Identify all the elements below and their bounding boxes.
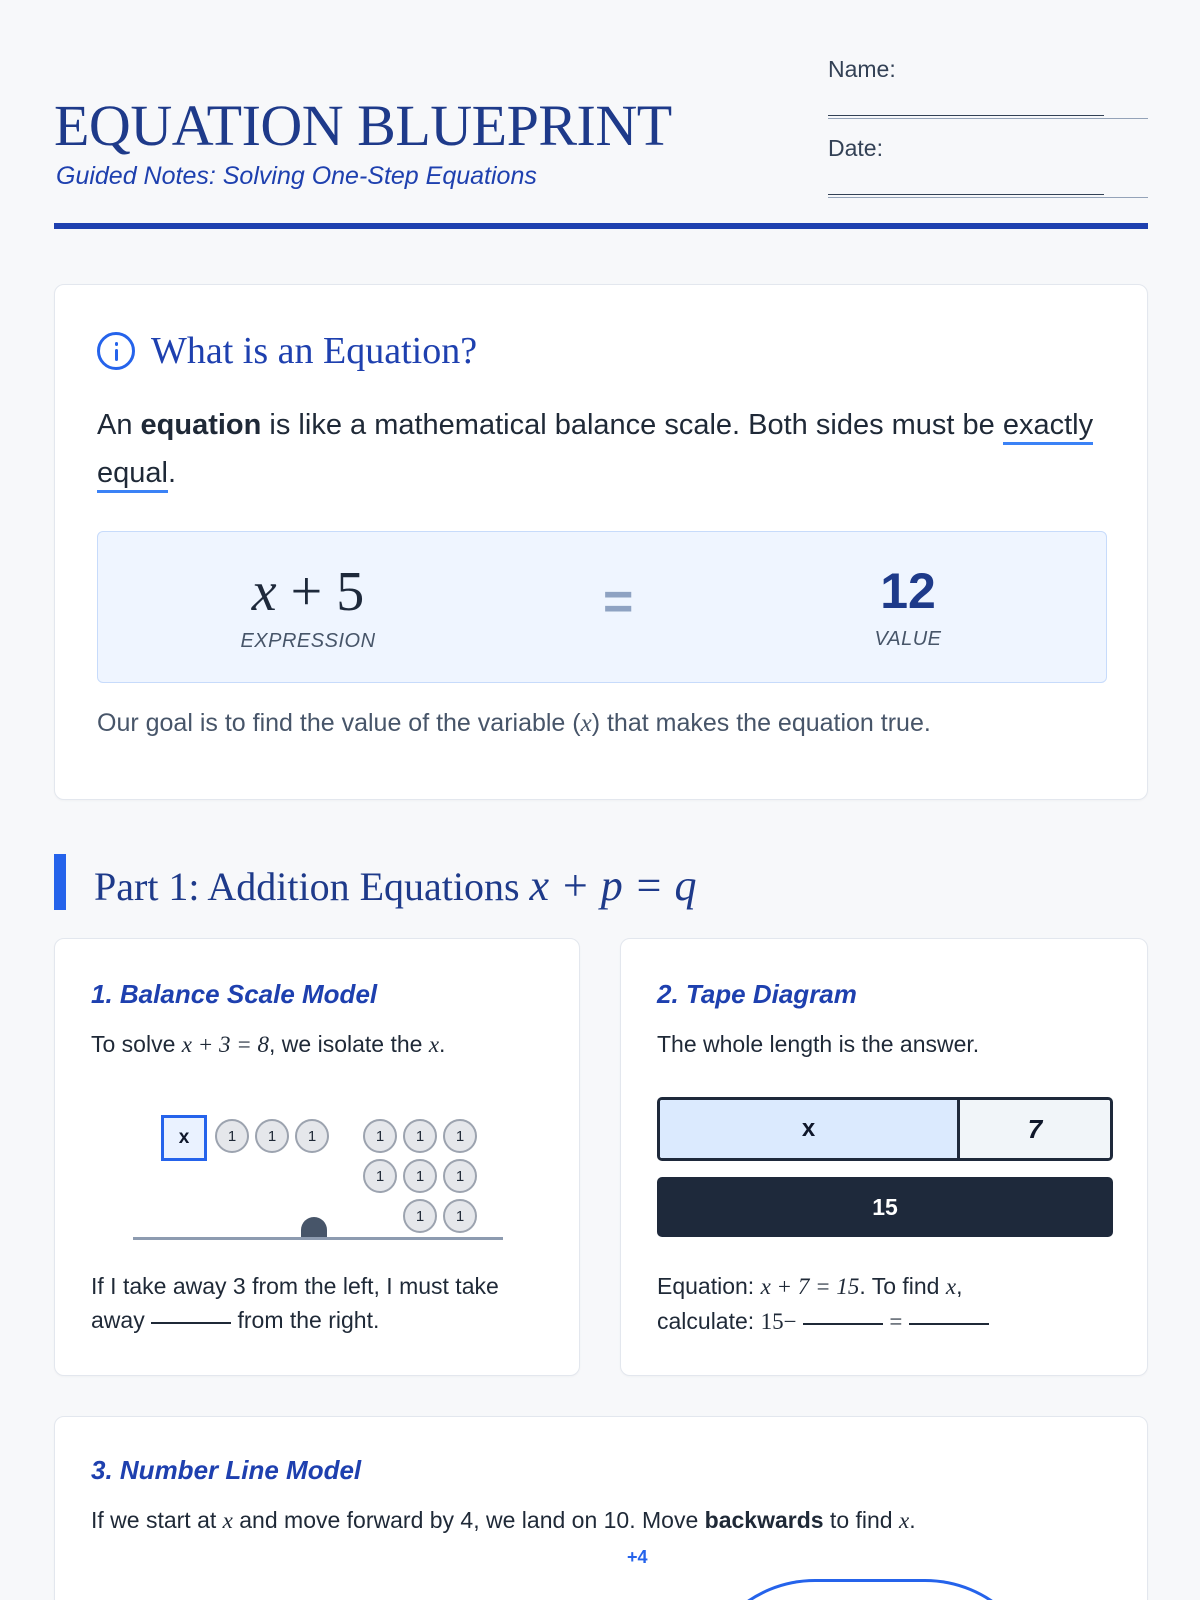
name-field[interactable] [828,93,1148,119]
numberline-text [91,1507,916,1534]
info-icon [97,332,135,370]
numberline-text-suffix: to find [823,1507,899,1533]
equation-value: 12 [880,563,936,619]
fulcrum [301,1217,327,1239]
intro-bold-term: equation [140,409,262,441]
part1-title-text: Part 1: Addition Equations [94,864,530,909]
intro-card [54,284,1148,800]
tape-foot-comma: , [956,1273,963,1299]
name-label: Name: [828,56,896,82]
tape-foot-var: x [945,1274,957,1299]
name-block [828,56,1148,119]
goal-variable: x [580,710,592,737]
numberline-text-bold: backwards [704,1507,824,1533]
intro-underlined-term: exactly equal [97,409,1093,493]
tape-total: 15 [657,1177,1113,1237]
tape-part-known: 7 [960,1100,1110,1158]
unit-tile-right: 1 [363,1159,397,1193]
goal-prefix: Our goal is to find the value of the variable ( [97,709,581,737]
intro-text-end: . [167,457,177,489]
balance-text-math: x + 3 = 8 [181,1032,270,1057]
tape-result-blank[interactable] [909,1323,989,1325]
unit-tile-right: 1 [403,1119,437,1153]
numberline-text-var2: x [898,1508,910,1533]
balance-text-prefix: To solve [91,1031,182,1057]
number-line-card [54,1416,1148,1600]
unit-tile-right: 1 [443,1159,477,1193]
tape-text: The whole length is the answer. [657,1031,980,1057]
numberline-text-prefix: If we start at [91,1507,223,1533]
balance-text-middle: , we isolate the [269,1031,429,1057]
part1-title-math: x + p = q [529,861,697,910]
unit-tile-right: 1 [403,1159,437,1193]
balance-answer-blank[interactable] [151,1322,231,1324]
balance-foot-prefix: If I take away 3 from the left, I must take away [91,1273,499,1333]
intro-definition [97,401,1097,497]
intro-text-prefix: An [97,409,141,441]
balance-scale [133,1101,503,1241]
tape-parts [657,1097,1113,1161]
tape-diagram-card [620,938,1148,1376]
tape-subtract-blank[interactable] [803,1323,883,1325]
unit-tile-left: 1 [255,1119,289,1153]
date-field[interactable] [828,172,1148,198]
tape-title: 2. Tape Diagram [657,979,857,1009]
tape-foot-calc: calculate: [657,1308,761,1334]
balance-title: 1. Balance Scale Model [91,979,378,1009]
equation-example [97,531,1107,683]
unit-tile-right: 1 [403,1199,437,1233]
intro-title: What is an Equation? [151,330,478,372]
goal-suffix: ) that makes the equation true. [591,709,931,737]
date-block [828,135,1148,198]
numberline-title: 3. Number Line Model [91,1455,362,1485]
balance-question [91,1269,551,1337]
part1-accent-bar [54,854,66,910]
tape-question [657,1269,1117,1339]
jump-arc [695,1579,1045,1600]
balance-beam [133,1237,503,1240]
unit-tile-left: 1 [215,1119,249,1153]
x-tile: x [161,1115,207,1161]
page-header [54,0,1148,230]
intro-goal [97,709,931,738]
part1-title [94,860,696,911]
numberline-text-middle: and move forward by 4, we land on 10. Move [232,1507,705,1533]
unit-tile-right: 1 [443,1199,477,1233]
tape-foot-math: x + 7 = 15 [760,1274,860,1299]
unit-tile-right: 1 [363,1119,397,1153]
expression-label: EXPRESSION [240,630,376,652]
page-title: EQUATION BLUEPRINT [54,93,672,158]
balance-text [91,1031,445,1058]
tape-foot-prefix: Equation: [657,1273,761,1299]
numberline-text-end: . [909,1507,916,1533]
balance-scale-card [54,938,580,1376]
tape-foot-middle: . To find [859,1273,946,1299]
page-subtitle: Guided Notes: Solving One-Step Equations [56,162,537,190]
balance-text-end: . [439,1031,446,1057]
intro-text-middle: is like a mathematical balance scale. Both sides must be [261,409,1003,441]
header-divider [54,223,1148,229]
unit-tile-left: 1 [295,1119,329,1153]
student-info [828,56,1148,198]
tape-foot-equals: = [889,1309,903,1334]
unit-tile-right: 1 [443,1119,477,1153]
balance-text-var: x [428,1032,440,1057]
tape-foot-calc-math: 15− [760,1309,797,1334]
tape-part-x: x [660,1100,960,1158]
equals-sign: = [603,573,634,631]
date-label: Date: [828,135,883,161]
intro-heading [97,329,477,373]
jump-label: +4 [627,1547,648,1567]
expression: x + 5 [251,561,365,623]
value-label: VALUE [874,628,942,650]
balance-foot-suffix: from the right. [231,1307,380,1333]
numberline-text-var: x [222,1508,233,1533]
